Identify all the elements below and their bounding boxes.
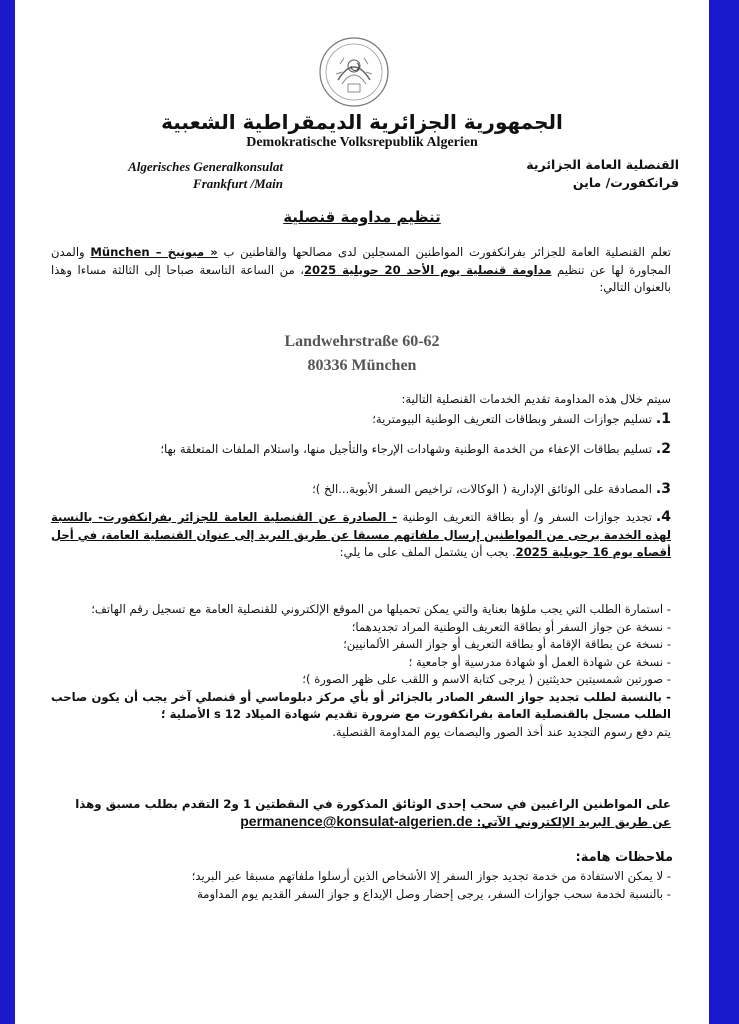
fees-note: يتم دفع رسوم التجديد عند أخذ الصور والبصمات يوم المداومة القنصلية. (332, 724, 671, 739)
list-item: - نسخة عن جواز السفر أو بطاقة التعريف الوطنية المراد تجديدهما؛ (351, 619, 671, 634)
consulate-de-line1: Algerisches Generalkonsulat (128, 159, 283, 174)
list-item-important: - بالنسبة لطلب تجديد جواز السفر الصادر بالجزائر أو بأي مركز دبلوماسي أو قنصلي آخر يجب أن يكون صاحب الطلب مسجل بالقنصلية العامة بفرانكفورت مع ضرورة تقديم شهادة الميلاد s 12 الأصلية ؛ (51, 689, 671, 721)
republic-title-german: Demokratische Volksrepublik Algerien (246, 135, 478, 150)
service-item-2 (51, 441, 671, 459)
consulate-de-line2: Frankfurt /Main (193, 176, 283, 191)
withdraw-note: على المواطنين الراغبين في سحب إحدى الوثائق المذكورة في النقطتين 1 و2 التقدم بطلب مسبق وهذا (75, 797, 671, 811)
service-text: المصادقة على الوثائق الإدارية ( الوكالات، تراخيص السفر الأبوية...الخ )؛ (312, 482, 652, 496)
service-number: 3. (655, 481, 671, 497)
list-item: - بالنسبة لخدمة سحب جوازات السفر، يرجى إحضار وصل الإيداع و جواز السفر القديم يوم المداومة (197, 886, 671, 901)
service-text: تسليم بطاقات الإعفاء من الخدمة الوطنية وشهادات الإرجاء والتأجيل منها، واستلام الملفات المتعلقة بها؛ (160, 442, 652, 456)
list-item: - نسخة عن بطاقة الإقامة أو بطاقة التعريف أو جواز السفر الألمانيين؛ (343, 637, 671, 651)
services-intro: سيتم خلال هذه المداومة تقديم الخدمات القنصلية التالية: (401, 392, 671, 406)
email-link[interactable]: permanence@konsulat-algerien.de (240, 813, 473, 829)
intro-part3: ، من الساعة التاسعة صباحا إلى الثالثة مساءا وهذا بالعنوان التالي: (51, 262, 671, 294)
service-item-4 (51, 509, 671, 562)
intro-date: مداومة قنصلية يوم الأحد 20 جويلية 2025 (303, 262, 552, 277)
intro-city: « ميونيخ – München (90, 245, 218, 259)
intro-part1: تعلم القنصلية العامة للجزائر بفرانكفورت المواطنين المسجلين لدى مصالحها والقاطنين ب (217, 245, 671, 259)
service-text-end: . يجب أن يشتمل الملف على ما يلي: (339, 545, 516, 559)
list-item: - صورتين شمسيتين حديثتين ( يرجى كتابة الاسم و اللقب على ظهر الصورة )؛ (302, 672, 671, 686)
email-line (51, 812, 671, 831)
document-heading: تنظيم مداومة قنصلية (283, 208, 441, 226)
remarks-list (51, 868, 671, 903)
national-seal-icon (318, 36, 390, 108)
email-prefix: عن طريق البريد الإلكتروني الآتي: (472, 815, 671, 829)
address-street: Landwehrstraße 60-62 (284, 333, 440, 350)
service-item-3 (51, 481, 671, 499)
service-text: تسليم جوازات السفر وبطاقات التعريف الوطنية البيومترية؛ (372, 412, 652, 426)
remarks-title: ملاحظات هامة: (575, 850, 673, 865)
intro-part2: والمدن المجاورة لها عن تنظيم (51, 245, 672, 277)
consulate-ar-line2: فرانكفورت/ ماين (572, 175, 679, 190)
list-item: - نسخة عن شهادة العمل أو شهادة مدرسية أو جامعية ؛ (408, 654, 671, 669)
service-text-plain: تجديد جوازات السفر و/ أو بطاقة التعريف الوطنية (397, 510, 652, 524)
address-block (15, 330, 709, 378)
consulate-ar-line1: القنصلية العامة الجزائرية (526, 157, 679, 172)
service-text-bold: - الصادرة عن القنصلية العامة للجزائر بفرانكفورت- بالنسبة لهذه الخدمة يرجى من المواطنين إرسال ملفاتهم مسبقا عن طريق البريد إلى عنوان القنصلية العامة، في أجل أقصاه يوم 16 جويلية 2025 (51, 510, 671, 559)
service-number: 1. (655, 411, 671, 427)
required-documents-list (51, 601, 671, 741)
document-page (15, 0, 709, 1024)
consulate-name-arabic (459, 156, 679, 192)
consulate-name-german (53, 158, 283, 192)
service-item-1 (51, 411, 671, 429)
republic-title-arabic: الجمهورية الجزائرية الديمقراطية الشعبية (161, 110, 563, 134)
intro-paragraph (51, 244, 671, 297)
service-number: 4. (655, 509, 671, 525)
address-city: 80336 München (307, 357, 417, 374)
list-item: - لا يمكن الاستفادة من خدمة تجديد جواز السفر إلا الأشخاص الذين أرسلوا ملفاتهم مسبقا عبر البريد؛ (191, 869, 671, 883)
service-number: 2. (655, 441, 671, 457)
list-item: - استمارة الطلب التي يجب ملؤها بعناية والتي يمكن تحميلها من الموقع الإلكتروني للقنصلية العامة مع تسجيل رقم الهاتف؛ (91, 602, 671, 616)
